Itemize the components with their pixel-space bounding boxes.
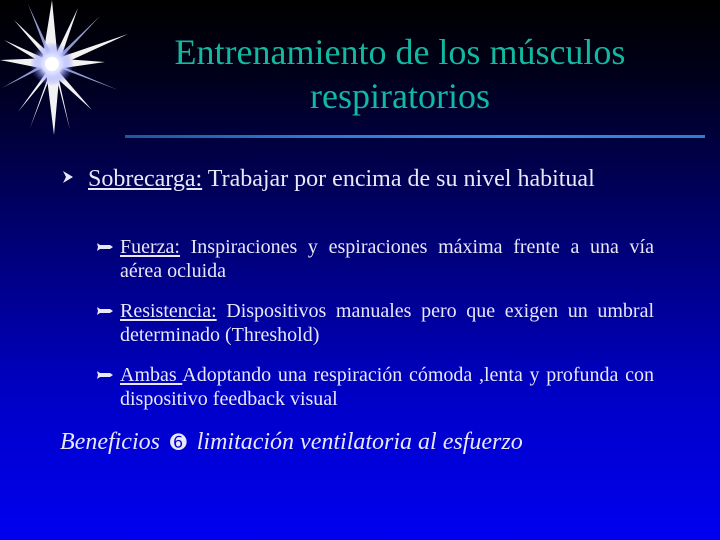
main-bullet-text: Trabajar por encima de su nivel habitual xyxy=(202,166,595,192)
pen-bullet-icon xyxy=(96,306,114,316)
title-line-1: Entrenamiento de los músculos xyxy=(174,32,626,72)
arrow-bullet-icon xyxy=(61,170,75,184)
main-bullet-term: Sobrecarga: xyxy=(88,166,203,192)
slide-title xyxy=(120,30,680,118)
title-line-2: respiratorios xyxy=(310,76,490,116)
conclusion-right: limitación ventilatoria al esfuerzo xyxy=(196,429,523,455)
sub-bullet-text: Dispositivos manuales pero que exigen un umbral determinado (Threshold) xyxy=(120,300,654,346)
conclusion-left: Beneficios xyxy=(60,429,160,455)
main-bullet xyxy=(88,164,654,195)
sub-bullet-resistance xyxy=(120,299,654,347)
title-divider xyxy=(125,135,705,138)
sub-bullet-text: Adoptando una respiración cómoda ,lenta y profunda con dispositivo feedback visual xyxy=(120,364,654,410)
sub-bullet-strength xyxy=(120,235,654,283)
pen-bullet-icon xyxy=(96,242,114,252)
circled-six-icon: ➏ xyxy=(169,430,187,454)
sub-bullet-term: Ambas xyxy=(120,364,183,386)
sub-bullet-text: Inspiraciones y espiraciones máxima frente a una vía aérea ocluida xyxy=(120,236,654,282)
pen-bullet-icon xyxy=(96,370,114,380)
starburst-icon xyxy=(0,0,130,135)
sub-bullet-term: Fuerza: xyxy=(120,236,180,258)
conclusion-line xyxy=(60,427,680,457)
sub-bullet-term: Resistencia: xyxy=(120,300,217,322)
sub-bullet-both xyxy=(120,363,654,411)
